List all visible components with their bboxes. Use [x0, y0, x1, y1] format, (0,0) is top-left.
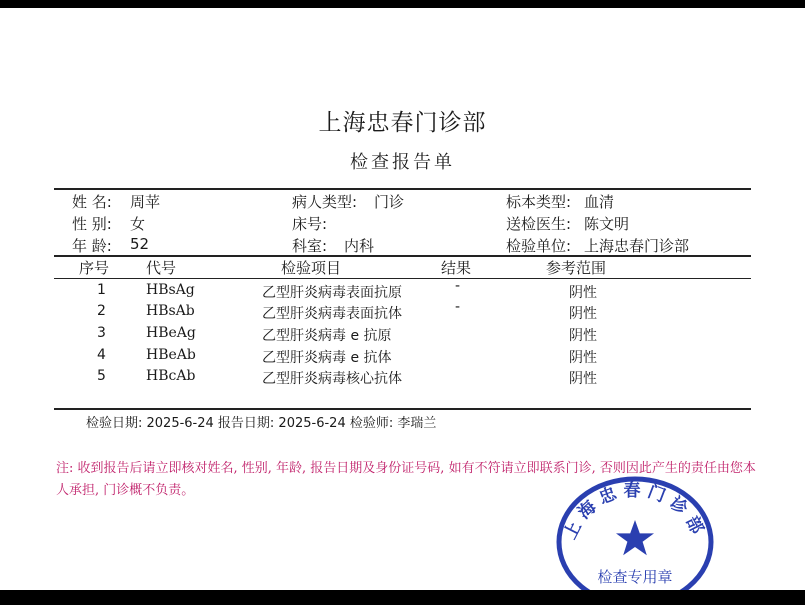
report-footer-dates: 检验日期: 2025-6-24 报告日期: 2025-6-24 检验师: 李瑞兰 [86, 416, 437, 431]
table-header-line [54, 278, 751, 279]
unit-value: 上海忠春门诊部 [584, 237, 690, 255]
clinic-title: 上海忠春门诊部 [318, 110, 487, 136]
row-code: HBeAb [146, 347, 196, 363]
row-ref: 阴性 [569, 285, 597, 301]
col-header-item: 检验项目 [281, 259, 342, 277]
row-ref: 阴性 [569, 328, 597, 344]
seal-ring-text: 上海忠春门诊部 [560, 480, 710, 543]
disclaimer-note: 注: 收到报告后请立即核对姓名, 性别, 年龄, 报告日期及身份证号码, 如有不符请立即联系门诊, 否则因此产生的责任由您本人承担, 门诊概不负责。 [56, 461, 756, 498]
gender-value: 女 [130, 215, 146, 233]
doctor-label: 送检医生: [506, 215, 572, 233]
report-page [0, 8, 805, 590]
department-value: 内科 [344, 237, 375, 255]
gender-label: 性 别: [72, 215, 112, 233]
row-code: HBsAg [146, 282, 195, 298]
patient-type-label: 病人类型: [292, 193, 358, 211]
row-code: HBcAb [146, 368, 196, 384]
row-no: 4 [97, 347, 106, 363]
bed-label: 床号: [292, 215, 328, 233]
name-label: 姓 名: [72, 193, 112, 211]
row-result: - [455, 299, 461, 315]
row-item: 乙型肝炎病毒核心抗体 [262, 371, 402, 387]
row-item: 乙型肝炎病毒表面抗原 [262, 285, 402, 301]
department-label: 科室: [292, 237, 328, 255]
seal-star-icon [616, 520, 654, 555]
age-label: 年 龄: [72, 237, 112, 255]
row-no: 5 [97, 368, 106, 384]
row-code: HBsAb [146, 303, 195, 319]
age-value: 52 [130, 235, 150, 253]
specimen-label: 标本类型: [506, 193, 572, 211]
col-header-ref: 参考范围 [546, 259, 607, 277]
row-ref: 阴性 [569, 350, 597, 366]
header-top-line [54, 188, 751, 190]
row-no: 2 [97, 303, 106, 319]
col-header-result: 结果 [441, 259, 472, 277]
official-seal [555, 470, 715, 590]
row-item: 乙型肝炎病毒 e 抗体 [262, 350, 392, 366]
row-no: 3 [97, 325, 106, 341]
name-value: 周苹 [130, 193, 161, 211]
col-header-no: 序号 [79, 259, 110, 277]
patient-type-value: 门诊 [374, 193, 405, 211]
row-code: HBeAg [146, 325, 196, 341]
row-ref: 阴性 [569, 306, 597, 322]
unit-label: 检验单位: [506, 237, 572, 255]
specimen-value: 血清 [584, 193, 615, 211]
seal-bottom-text: 检查专用章 [597, 568, 673, 586]
row-ref: 阴性 [569, 371, 597, 387]
row-result: - [455, 278, 461, 294]
row-no: 1 [97, 282, 106, 298]
col-header-code: 代号 [146, 259, 177, 277]
report-subtitle: 检查报告单 [350, 152, 455, 173]
row-item: 乙型肝炎病毒表面抗体 [262, 306, 402, 322]
doctor-value: 陈文明 [584, 215, 630, 233]
row-item: 乙型肝炎病毒 e 抗原 [262, 328, 392, 344]
table-bottom-line [54, 408, 751, 410]
